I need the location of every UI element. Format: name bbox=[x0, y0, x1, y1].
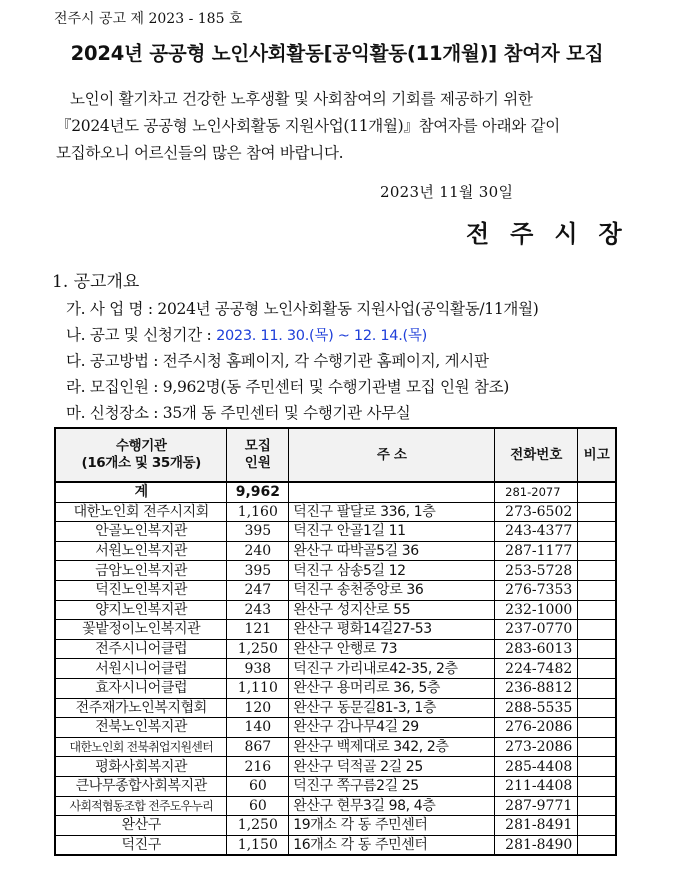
table-row bbox=[55, 718, 616, 738]
agency-address: 덕진구 삼송5길 12 bbox=[289, 561, 495, 581]
issuer-name: 전주시장 bbox=[466, 219, 643, 248]
overview-item-highlight: 2023. 11. 30.(목) ~ 12. 14.(목) bbox=[216, 328, 427, 344]
intro-line: 『2024년도 공공형 노인사회활동 지원사업(11개월)』참여자를 아래와 같이 bbox=[56, 117, 560, 135]
agency-address: 완산구 안행로 73 bbox=[289, 639, 495, 659]
agency-note bbox=[578, 718, 616, 738]
agency-name: 큰나무종합사회복지관 bbox=[55, 776, 227, 796]
intro-paragraph bbox=[56, 86, 622, 167]
agency-phone: 283-6013 bbox=[495, 639, 578, 659]
agency-note bbox=[578, 796, 616, 816]
agency-address: 완산구 감나무4길 29 bbox=[289, 718, 495, 738]
header-address: 주 소 bbox=[289, 428, 495, 482]
overview-item-label: 나. 공고 및 신청기간 : bbox=[66, 326, 217, 344]
agency-note bbox=[578, 541, 616, 561]
header-agency: 수행기관 (16개소 및 35개동) bbox=[55, 428, 227, 482]
agency-note bbox=[578, 561, 616, 581]
table-header-row bbox=[55, 428, 616, 482]
agency-count: 60 bbox=[227, 796, 289, 816]
table-row bbox=[55, 776, 616, 796]
agency-name: 안골노인복지관 bbox=[55, 522, 227, 542]
agency-address: 완산구 백제대로 342, 2층 bbox=[289, 737, 495, 757]
agency-note bbox=[578, 698, 616, 718]
agency-phone: 211-4408 bbox=[495, 776, 578, 796]
agency-phone: 232-1000 bbox=[495, 600, 578, 620]
agency-note bbox=[578, 737, 616, 757]
overview-item bbox=[66, 322, 539, 348]
overview-list bbox=[66, 296, 539, 426]
total-phone: 281-2077 bbox=[495, 482, 578, 502]
agency-count: 243 bbox=[227, 600, 289, 620]
table-row bbox=[55, 561, 616, 581]
agency-address: 완산구 따박골5길 36 bbox=[289, 541, 495, 561]
intro-line: 모집하오니 어르신들의 많은 참여 바랍니다. bbox=[56, 144, 344, 162]
agency-address: 16개소 각 동 주민센터 bbox=[289, 835, 495, 855]
agency-note bbox=[578, 678, 616, 698]
agency-note bbox=[578, 600, 616, 620]
agency-note bbox=[578, 502, 616, 522]
agency-name: 서원노인복지관 bbox=[55, 541, 227, 561]
agency-count: 247 bbox=[227, 580, 289, 600]
agency-count: 395 bbox=[227, 561, 289, 581]
table-row bbox=[55, 620, 616, 640]
agency-count: 121 bbox=[227, 620, 289, 640]
agency-note bbox=[578, 639, 616, 659]
section-heading: 1. 공고개요 bbox=[52, 272, 140, 292]
agency-phone: 276-2086 bbox=[495, 718, 578, 738]
agency-name: 양지노인복지관 bbox=[55, 600, 227, 620]
intro-line: 노인이 활기차고 건강한 노후생활 및 사회참여의 기회를 제공하기 위한 bbox=[70, 90, 533, 108]
agency-note bbox=[578, 522, 616, 542]
agency-note bbox=[578, 776, 616, 796]
agency-name: 대한노인회 전북취업지원센터 bbox=[55, 737, 227, 757]
agency-phone: 287-1177 bbox=[495, 541, 578, 561]
agency-note bbox=[578, 816, 616, 836]
table-row bbox=[55, 502, 616, 522]
agency-note bbox=[578, 757, 616, 777]
agency-address: 19개소 각 동 주민센터 bbox=[289, 816, 495, 836]
overview-item bbox=[66, 296, 539, 322]
agency-phone: 236-8812 bbox=[495, 678, 578, 698]
table-row bbox=[55, 835, 616, 855]
agency-count: 240 bbox=[227, 541, 289, 561]
overview-item-label: 가. 사 업 명 : bbox=[66, 300, 158, 318]
overview-item bbox=[66, 374, 539, 400]
agency-address: 덕진구 가리내로42-35, 2층 bbox=[289, 659, 495, 679]
agency-count: 216 bbox=[227, 757, 289, 777]
agency-address: 덕진구 쪽구름2길 25 bbox=[289, 776, 495, 796]
agency-name: 전주재가노인복지협회 bbox=[55, 698, 227, 718]
agency-address: 완산구 덕적골 2길 25 bbox=[289, 757, 495, 777]
agency-address: 완산구 동문길81-3, 1층 bbox=[289, 698, 495, 718]
agency-address: 완산구 용머리로 36, 5층 bbox=[289, 678, 495, 698]
table-row bbox=[55, 522, 616, 542]
agency-count: 938 bbox=[227, 659, 289, 679]
agency-phone: 287-9771 bbox=[495, 796, 578, 816]
table-row bbox=[55, 737, 616, 757]
header-phone: 전화번호 bbox=[495, 428, 578, 482]
total-note bbox=[578, 482, 616, 502]
total-count: 9,962 bbox=[227, 482, 289, 502]
table-row bbox=[55, 698, 616, 718]
header-count: 모집 인원 bbox=[227, 428, 289, 482]
agency-address: 덕진구 송천중앙로 36 bbox=[289, 580, 495, 600]
notice-number: 전주시 공고 제 2023 - 185 호 bbox=[54, 11, 243, 27]
header-note: 비고 bbox=[578, 428, 616, 482]
page-title: 2024년 공공형 노인사회활동[공익활동(11개월)] 참여자 모집 bbox=[70, 42, 604, 65]
agency-note bbox=[578, 835, 616, 855]
agency-name: 완산구 bbox=[55, 816, 227, 836]
overview-item bbox=[66, 348, 539, 374]
agency-count: 120 bbox=[227, 698, 289, 718]
agency-count: 395 bbox=[227, 522, 289, 542]
agency-phone: 273-6502 bbox=[495, 502, 578, 522]
table-row bbox=[55, 816, 616, 836]
agency-address: 완산구 평화14길27-53 bbox=[289, 620, 495, 640]
agency-name: 평화사회복지관 bbox=[55, 757, 227, 777]
overview-item bbox=[66, 400, 539, 426]
table-row bbox=[55, 678, 616, 698]
agency-count: 1,250 bbox=[227, 639, 289, 659]
table-row bbox=[55, 796, 616, 816]
agency-name: 덕진구 bbox=[55, 835, 227, 855]
agency-name: 전북노인복지관 bbox=[55, 718, 227, 738]
agency-address: 완산구 성지산로 55 bbox=[289, 600, 495, 620]
overview-item-value: 전주시청 홈페이지, 각 수행기관 홈페이지, 게시판 bbox=[162, 352, 489, 370]
overview-item-value: 2024년 공공형 노인사회활동 지원사업(공익활동/11개월) bbox=[157, 300, 539, 318]
agency-name: 대한노인회 전주시지회 bbox=[55, 502, 227, 522]
agency-address: 덕진구 안골1길 11 bbox=[289, 522, 495, 542]
table-row bbox=[55, 639, 616, 659]
agency-count: 1,150 bbox=[227, 835, 289, 855]
agency-phone: 285-4408 bbox=[495, 757, 578, 777]
table-row bbox=[55, 541, 616, 561]
total-label: 계 bbox=[55, 482, 227, 502]
agency-count: 867 bbox=[227, 737, 289, 757]
notice-date: 2023년 11월 30일 bbox=[380, 183, 514, 201]
table-row bbox=[55, 757, 616, 777]
total-row bbox=[55, 482, 616, 502]
agency-name: 덕진노인복지관 bbox=[55, 580, 227, 600]
agency-note bbox=[578, 659, 616, 679]
agency-name: 사회적협동조합 전주도우누리 bbox=[55, 796, 227, 816]
agency-phone: 243-4377 bbox=[495, 522, 578, 542]
table-row bbox=[55, 600, 616, 620]
total-address bbox=[289, 482, 495, 502]
agency-phone: 281-8490 bbox=[495, 835, 578, 855]
table-row bbox=[55, 659, 616, 679]
agency-name: 금암노인복지관 bbox=[55, 561, 227, 581]
agency-count: 60 bbox=[227, 776, 289, 796]
table-row bbox=[55, 580, 616, 600]
agency-count: 1,250 bbox=[227, 816, 289, 836]
agency-name: 효자시니어클럽 bbox=[55, 678, 227, 698]
agency-phone: 288-5535 bbox=[495, 698, 578, 718]
overview-item-value: 35개 동 주민센터 및 수행기관 사무실 bbox=[162, 404, 411, 422]
agency-phone: 281-8491 bbox=[495, 816, 578, 836]
overview-item-label: 라. 모집인원 : bbox=[66, 378, 163, 396]
agency-phone: 273-2086 bbox=[495, 737, 578, 757]
overview-item-label: 마. 신청장소 : bbox=[66, 404, 163, 422]
agency-phone: 237-0770 bbox=[495, 620, 578, 640]
agency-phone: 224-7482 bbox=[495, 659, 578, 679]
agency-table bbox=[54, 427, 617, 856]
agency-note bbox=[578, 620, 616, 640]
overview-item-value: 9,962명(동 주민센터 및 수행기관별 모집 인원 참조) bbox=[162, 378, 510, 396]
agency-phone: 276-7353 bbox=[495, 580, 578, 600]
agency-count: 1,110 bbox=[227, 678, 289, 698]
agency-name: 전주시니어클럽 bbox=[55, 639, 227, 659]
agency-name: 서원시니어클럽 bbox=[55, 659, 227, 679]
agency-phone: 253-5728 bbox=[495, 561, 578, 581]
agency-count: 1,160 bbox=[227, 502, 289, 522]
agency-address: 완산구 현무3길 98, 4층 bbox=[289, 796, 495, 816]
overview-item-label: 다. 공고방법 : bbox=[66, 352, 163, 370]
agency-name: 꽃밭정이노인복지관 bbox=[55, 620, 227, 640]
agency-address: 덕진구 팔달로 336, 1층 bbox=[289, 502, 495, 522]
agency-note bbox=[578, 580, 616, 600]
agency-count: 140 bbox=[227, 718, 289, 738]
